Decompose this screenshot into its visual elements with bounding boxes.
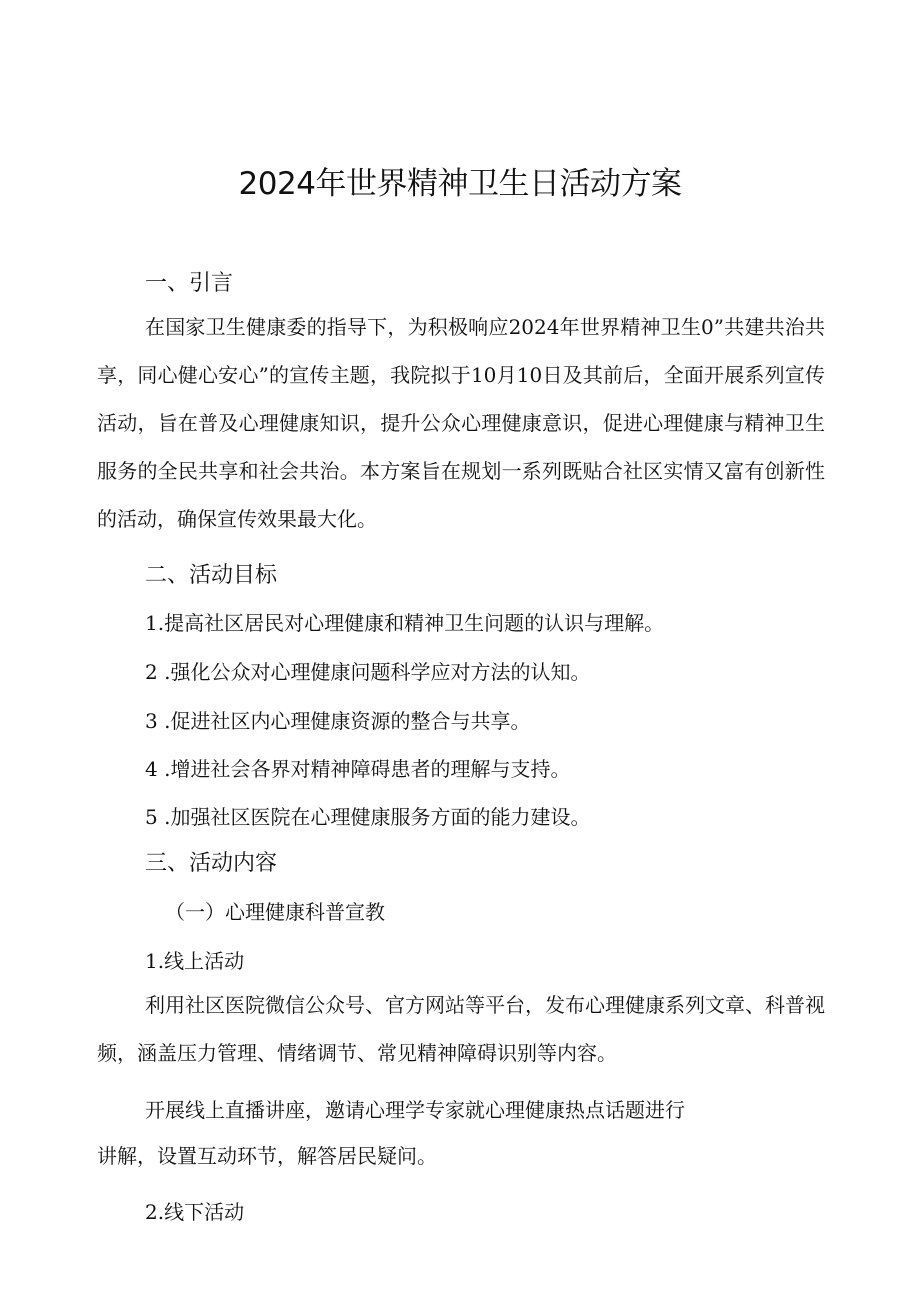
goal-item: 2 .强化公众对心理健康问题科学应对方法的认知。 xyxy=(145,660,591,684)
intro-paragraph: 在国家卫生健康委的指导下，为积极响应2024年世界精神卫生0”共建共治共享，同心健心安心”的宣传主题，我院拟于10月10日及其前后，全面开展系列宣传活动，旨在普及心理健康知识，提升公众心理健康意识，促进心理健康与精神卫生服务的全民共享和社会共治。本方案旨在规划一系列既贴合社区实情又富有创新性的活动，确保宣传效果最大化。 xyxy=(97,315,825,531)
document-title: 2024年世界精神卫生日活动方案 xyxy=(238,166,682,202)
goal-item: 4 .增进社会各界对精神障碍患者的理解与支持。 xyxy=(145,757,571,781)
section-heading-content: 三、活动内容 xyxy=(145,851,278,876)
goal-item: 1.提高社区居民对心理健康和精神卫生问题的认识与理解。 xyxy=(145,611,665,635)
offline-activity-label: 2.线下活动 xyxy=(145,1200,245,1224)
section-heading-intro: 一、引言 xyxy=(145,271,234,296)
online-paragraph-2-line1: 开展线上直播讲座，邀请心理学专家就心理健康热点话题进行 xyxy=(145,1098,685,1122)
online-paragraph-1: 利用社区医院微信公众号、官方网站等平台，发布心理健康系列文章、科普视频，涵盖压力管理、情绪调节、常见精神障碍识别等内容。 xyxy=(97,993,825,1065)
online-activity-label: 1.线上活动 xyxy=(145,949,245,973)
subsection-heading: （一）心理健康科普宣教 xyxy=(165,900,385,924)
goal-item: 3 .促进社区内心理健康资源的整合与共享。 xyxy=(145,709,531,733)
section-heading-goals: 二、活动目标 xyxy=(145,563,278,588)
online-paragraph-2-line2: 讲解，设置互动环节，解答居民疑问。 xyxy=(97,1144,437,1168)
goal-item: 5 .加强社区医院在心理健康服务方面的能力建设。 xyxy=(145,805,591,829)
